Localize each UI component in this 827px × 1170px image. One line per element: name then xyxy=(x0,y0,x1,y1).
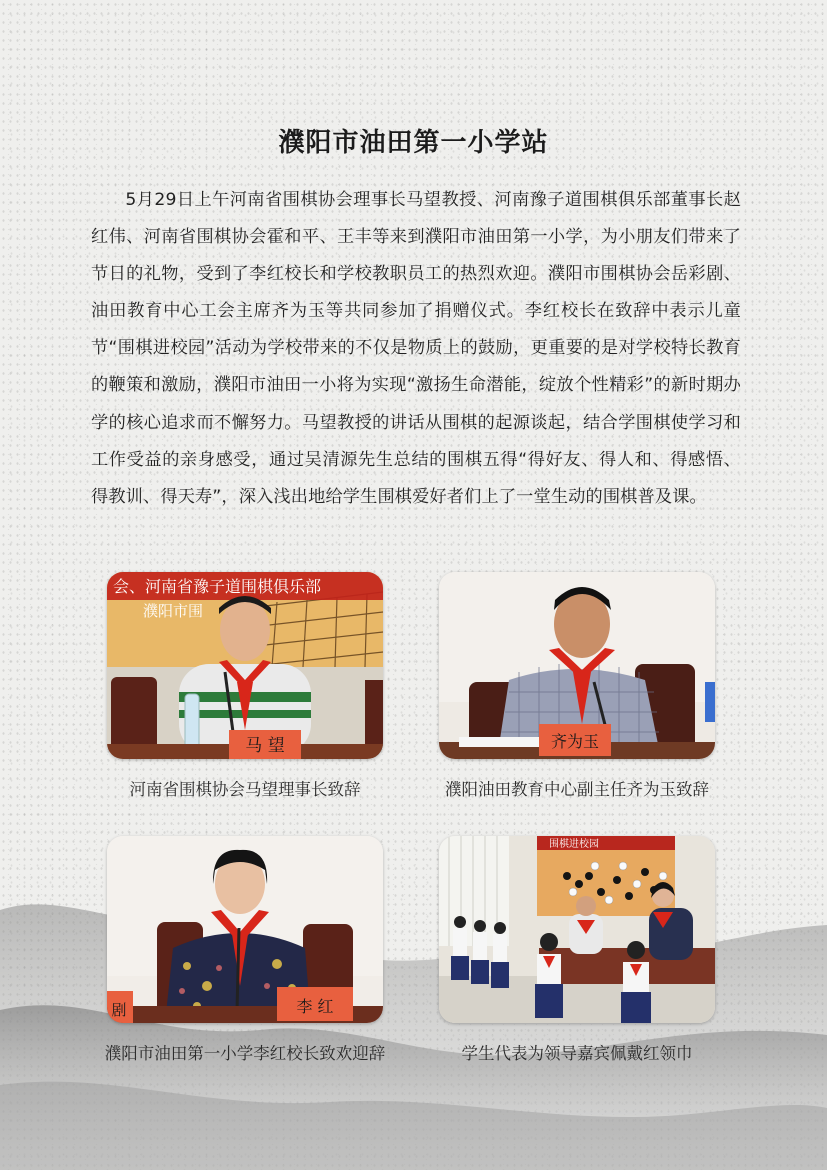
banner-text-2: 濮阳市围 xyxy=(143,602,204,620)
nameplate-text: 李 红 xyxy=(296,997,334,1016)
photo-mawang-speech xyxy=(107,572,383,759)
photo-qiweiyu-speech xyxy=(439,572,715,759)
nameplate-text: 齐为玉 xyxy=(550,732,600,751)
photo-scarf-ceremony xyxy=(439,836,715,1023)
caption-4: 学生代表为领导嘉宾佩戴红领巾 xyxy=(461,1044,693,1063)
caption-1: 河南省围棋协会马望理事长致辞 xyxy=(129,780,361,799)
caption-3: 濮阳市油田第一小学李红校长致欢迎辞 xyxy=(104,1044,386,1063)
screen-text: 围棋进校园 xyxy=(549,839,599,850)
article-body: 5月29日上午河南省围棋协会理事长马望教授、河南豫子道围棋俱乐部董事长赵红伟、河南省围棋协会霍和平、王丰等来到濮阳市油田第一小学，为小朋友们带来了节日的礼物，受到了李红校长和学校教职员工的热烈欢迎。濮阳市围棋协会岳彩剧、油田教育中心工会主席齐为玉等共同参加了捐赠仪式。李红校长在致辞中表示儿童节“围棋进校园”活动为学校带来的不仅是物质上的鼓励，更重要的是对学校特长教育的鞭策和激励，濮阳市油田一小将为实现“激扬生命潜能，绽放个性精彩”的新时期办学的核心追求而不懈努力。马望教授的讲话从围棋的起源谈起，结合学围棋使学习和工作受益的亲身感受，通过吴清源先生总结的围棋五得“得好友、得人和、得感悟、得教训、得天寿”，深入浅出地给学生围棋爱好者们上了一堂生动的围棋普及课。 xyxy=(91,190,741,507)
side-nameplate-text: 剧 xyxy=(111,1001,127,1019)
page-title: 濮阳市油田第一小学站 xyxy=(278,128,549,158)
nameplate-text: 马 望 xyxy=(245,736,285,756)
photo-lihong-speech xyxy=(107,836,383,1023)
banner-text: 会、河南省豫子道围棋俱乐部 xyxy=(113,577,322,596)
caption-2: 濮阳油田教育中心副主任齐为玉致辞 xyxy=(445,780,709,799)
